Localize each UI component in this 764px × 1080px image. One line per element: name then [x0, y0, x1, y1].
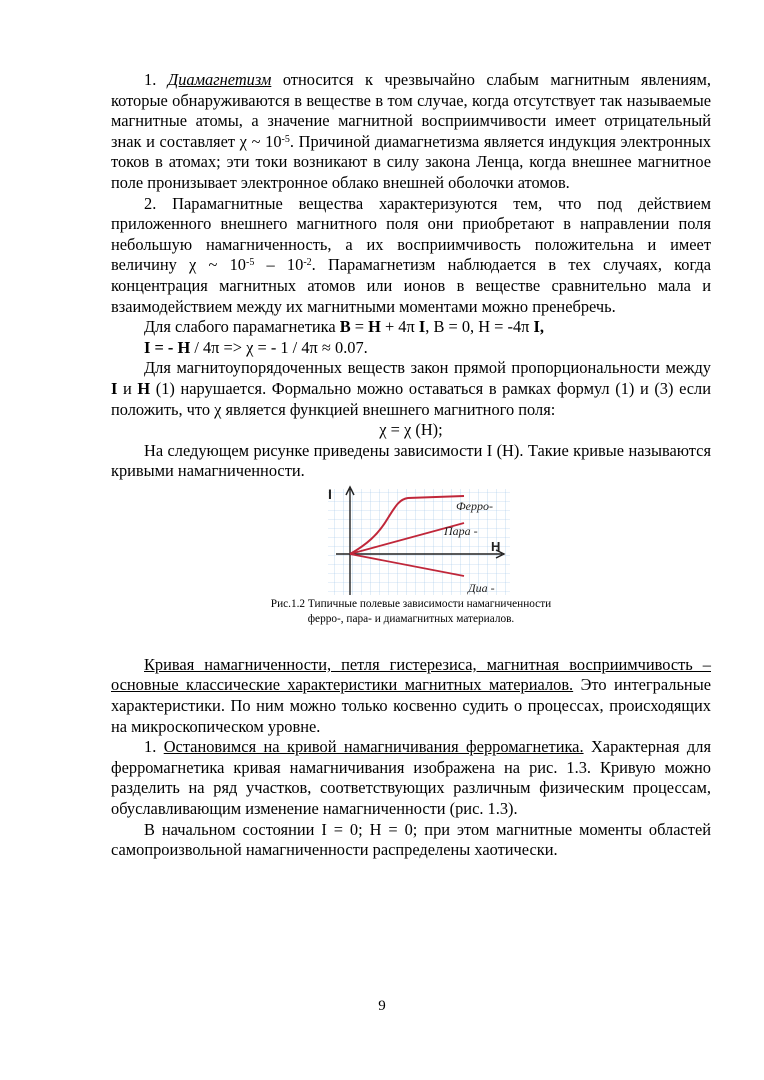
text: , В = 0, Н = -4π	[425, 317, 534, 337]
ferro-label: Ферро-	[456, 498, 493, 513]
text: + 4π	[380, 317, 419, 337]
item-number: 1.	[144, 737, 164, 757]
symbol: I	[418, 317, 426, 337]
para-label: Пара -	[444, 523, 478, 538]
exponent: -5	[245, 257, 255, 269]
text: . Причиной диамагнетизма является индукция электронных токов в атомах; эти токи возникают в силу закона Ленца, когда внешнее магнитное поле пронизывает электронное облако внешней оболочки атомов.	[111, 131, 711, 192]
text: 2. Парамагнитные вещества характеризуются тем, что под действием приложенного внешнего магнитного поля они приобретают в направлении поля небольшую намагниченность, а их восприимчивость положительна и имеет величину χ ~ 10	[111, 193, 711, 275]
paragraph-weak-paramagnet	[111, 317, 711, 338]
underlined-text: Остановимся на кривой намагничивания ферромагнетика.	[163, 737, 584, 757]
x-axis-label: H	[491, 538, 501, 554]
caption-line: ферро-, пара- и диамагнитных материалов.	[307, 612, 515, 625]
caption-line: Рис.1.2 Типичные полевые зависимости намагниченности	[270, 597, 552, 610]
figure-magnetization-curves	[111, 483, 711, 595]
paragraph-characteristics	[111, 655, 711, 737]
text: – 10	[254, 255, 304, 275]
term-diamagnetism: Диамагнетизм	[167, 70, 272, 89]
formula: χ = χ (H);	[379, 420, 443, 440]
text: =	[350, 317, 369, 337]
text: и	[117, 378, 138, 398]
text: (1) нарушается. Формально можно оставаться в рамках формул (1) и (3) если положить, что χ является функцией внешнего магнитного поля:	[111, 378, 711, 419]
page-number: 9	[378, 998, 386, 1014]
text: Характерная для ферромагнетика кривая намагничивания изображена на рис. 1.3. Кривую можно разделить на ряд участков, соответствующих различным физическим процессам, обуславливающим изменение намагниченности (рис. 1.3).	[111, 737, 711, 819]
paragraph-diamagnetism	[111, 70, 711, 194]
spacer	[111, 627, 711, 655]
text: Для магнитоупорядоченных веществ закон прямой пропорциональности между	[144, 358, 711, 378]
symbol: B	[339, 317, 351, 337]
symbol: I	[111, 378, 118, 398]
text: / 4π => χ = - 1 / 4π ≈ 0.07.	[190, 337, 368, 357]
figure-caption	[111, 597, 711, 627]
magnetization-curves-drawing	[316, 483, 512, 595]
symbol: I,	[533, 317, 545, 337]
paragraph-magnetically-ordered	[111, 358, 711, 420]
text: Это интегральные характеристики. По ним можно только косвенно судить о процессах, происходящих на микроскопическом уровне.	[111, 675, 711, 736]
paragraph-paramagnetism	[111, 194, 711, 318]
item-number: 1.	[144, 70, 168, 89]
paragraph-curves-intro: На следующем рисунке приведены зависимости I (H). Такие кривые называются кривыми намагниченности.	[111, 440, 711, 481]
symbol: H	[368, 317, 381, 337]
dia-label: Диа -	[468, 580, 495, 595]
paragraph-initial-state: В начальном состоянии I = 0; H = 0; при этом магнитные моменты областей самопроизвольной намагниченности распределены хаотически.	[111, 819, 711, 860]
symbol: I = - H	[144, 337, 191, 357]
symbol: H	[137, 378, 151, 398]
exponent: -5	[281, 133, 290, 145]
exponent: -2	[303, 257, 312, 269]
paragraph-ferromagnet-curve	[111, 737, 711, 819]
page-body	[111, 70, 711, 861]
y-axis-label: I	[328, 485, 332, 502]
equation-line	[111, 338, 711, 359]
text: относится к чрезвычайно слабым магнитным явлениям, которые обнаруживаются в веществе в том случае, когда отсутствует так называемые магнитные атомы, а значение магнитной восприимчивости имеет отрицательный знак и составляет χ ~ 10	[111, 70, 711, 151]
text: . Парамагнетизм наблюдается в тех случаях, когда концентрация магнитных атомов или ионов в веществе сравнительно мала и взаимодействием между их магнитными моментами можно пренебречь.	[111, 255, 712, 316]
text: Для слабого парамагнетика	[144, 317, 340, 337]
underlined-text: Кривая намагниченности, петля гистерезиса, магнитная восприимчивость – основные классические характеристики магнитных материалов.	[111, 654, 711, 695]
